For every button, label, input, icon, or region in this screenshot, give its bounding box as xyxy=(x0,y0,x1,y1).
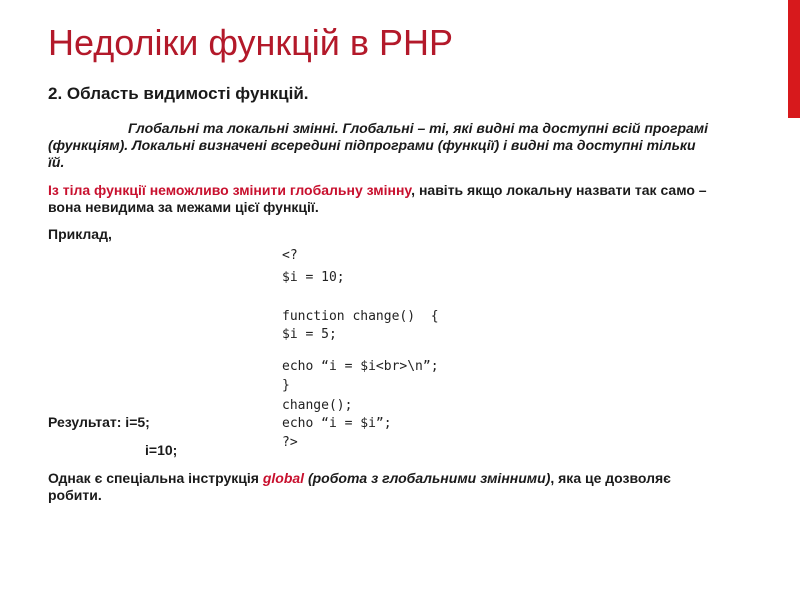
accent-bar xyxy=(788,0,800,118)
paragraph-global-local: Глобальні та локальні змінні. Глобальні – ті, які видні та доступні всій програмі (функціям). Локальні визначені всередині підпрограми (функції) і видні та доступні тільки їй. xyxy=(48,120,709,170)
paragraph-global-keyword xyxy=(48,470,713,504)
code-line: <? xyxy=(282,248,298,263)
paragraph-text: , навіть якщо локальну назвати так само – вона невидима за межами цієї функції. xyxy=(48,182,707,215)
keyword-global: global xyxy=(262,470,305,486)
highlight-text: Із тіла функції неможливо змінити глобальну змінну xyxy=(48,182,412,198)
slide-title: Недоліки функцій в PHP xyxy=(48,22,454,63)
code-line: $i = 10; xyxy=(282,270,345,285)
paragraph-text: Однак є спеціальна інструкція xyxy=(48,470,263,486)
code-line: echo “i = $i<br>\n”; xyxy=(282,359,439,374)
paragraph-text-italic: (робота з глобальними змінними) xyxy=(304,470,551,486)
code-line: $i = 5; xyxy=(282,327,337,342)
code-line: function change() { xyxy=(282,309,439,324)
code-line: ?> xyxy=(282,435,298,450)
code-line: } xyxy=(282,378,290,393)
paragraph-scope-note xyxy=(48,182,713,216)
result-line-1: Результат: i=5; xyxy=(48,414,150,430)
code-line: change(); xyxy=(282,398,353,413)
slide-subtitle: 2. Область видимості функцій. xyxy=(48,84,309,103)
example-label: Приклад, xyxy=(48,226,112,242)
code-line: echo “i = $i”; xyxy=(282,416,392,431)
paragraph-text: , яка це дозволяє робити. xyxy=(48,470,671,503)
result-line-2: i=10; xyxy=(145,442,178,458)
